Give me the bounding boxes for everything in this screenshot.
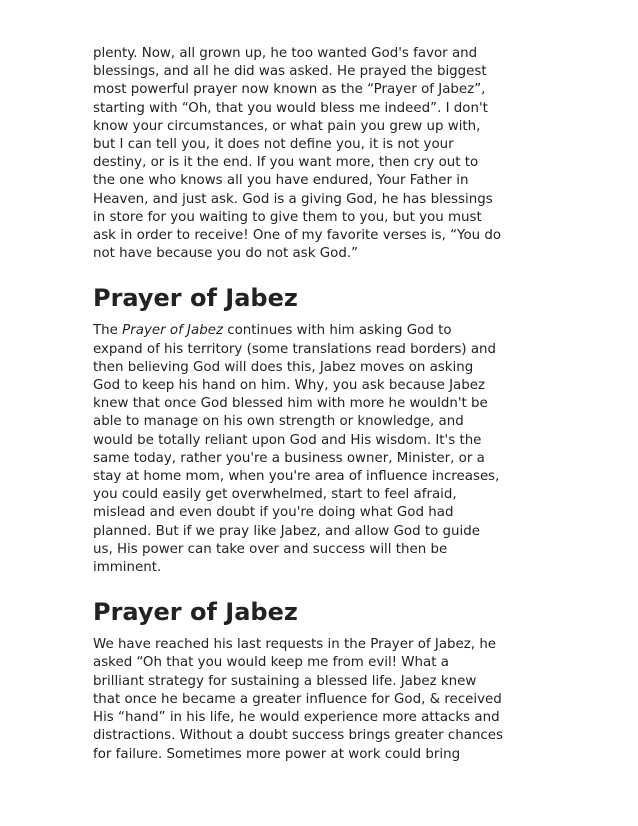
paragraph-line: not have because you do not ask God.” xyxy=(93,246,359,262)
paragraph-line: but I can tell you, it does not define you, it is not your xyxy=(93,137,454,153)
text-run: The xyxy=(93,323,123,339)
paragraph-line: We have reached his last requests in the Prayer of Jabez, he xyxy=(93,637,497,653)
paragraph-line xyxy=(93,322,553,340)
paragraph-line: stay at home mom, when you're area of influence increases, xyxy=(93,469,500,485)
intro-paragraph xyxy=(93,45,553,263)
paragraph-line: the one who knows all you have endured, Your Father in xyxy=(93,173,469,189)
paragraph-line: blessings, and all he did was asked. He prayed the biggest xyxy=(93,64,487,80)
paragraph-line: would be totally reliant upon God and His wisdom. It's the xyxy=(93,432,482,448)
paragraph-line: us, His power can take over and success will then be xyxy=(93,541,448,557)
paragraph-line: brilliant strategy for sustaining a blessed life. Jabez knew xyxy=(93,673,477,689)
paragraph-line: know your circumstances, or what pain you grew up with, xyxy=(93,118,481,134)
paragraph-line: imminent. xyxy=(93,560,162,576)
paragraph-line: for failure. Sometimes more power at work could bring xyxy=(93,746,461,762)
section2-paragraph xyxy=(93,636,553,763)
paragraph-line: able to manage on his own strength or knowledge, and xyxy=(93,414,464,430)
paragraph-line: starting with “Oh, that you would bless me indeed”. I don't xyxy=(93,100,488,116)
paragraph-line: Heaven, and just ask. God is a giving God, he has blessings xyxy=(93,191,493,207)
paragraph-line: in store for you waiting to give them to you, but you must xyxy=(93,209,482,225)
paragraph-line: plenty. Now, all grown up, he too wanted God's favor and xyxy=(93,46,478,61)
paragraph-line: planned. But if we pray like Jabez, and allow God to guide xyxy=(93,523,480,539)
section-heading: Prayer of Jabez xyxy=(93,598,298,627)
paragraph-line: His “hand” in his life, he would experience more attacks and xyxy=(93,710,500,726)
paragraph-line: asked “Oh that you would keep me from evil! What a xyxy=(93,655,449,671)
paragraph-line: you could easily get overwhelmed, start to feel afraid, xyxy=(93,487,457,503)
paragraph-line: distractions. Without a doubt success brings greater chances xyxy=(93,728,504,744)
section1-paragraph xyxy=(93,322,553,577)
paragraph-line: destiny, or is it the end. If you want more, then cry out to xyxy=(93,155,479,171)
paragraph-line: then believing God will does this, Jabez moves on asking xyxy=(93,359,474,375)
document-page xyxy=(93,45,553,764)
paragraph-line: most powerful prayer now known as the “Prayer of Jabez”, xyxy=(93,82,486,98)
section-heading: Prayer of Jabez xyxy=(93,284,298,313)
paragraph-line: expand of his territory (some translations read borders) and xyxy=(93,341,497,357)
paragraph-line: knew that once God blessed him with more he wouldn't be xyxy=(93,396,488,412)
paragraph-line: same today, rather you're a business owner, Minister, or a xyxy=(93,450,485,466)
paragraph-line: that once he became a greater influence for God, & received xyxy=(93,691,502,707)
paragraph-line: God to keep his hand on him. Why, you ask because Jabez xyxy=(93,378,486,394)
paragraph-line: mislead and even doubt if you're doing what God had xyxy=(93,505,454,521)
italic-title: Prayer of Jabez xyxy=(122,323,223,339)
text-run: continues with him asking God to xyxy=(222,323,452,339)
paragraph-line: ask in order to receive! One of my favorite verses is, “You do xyxy=(93,228,502,244)
